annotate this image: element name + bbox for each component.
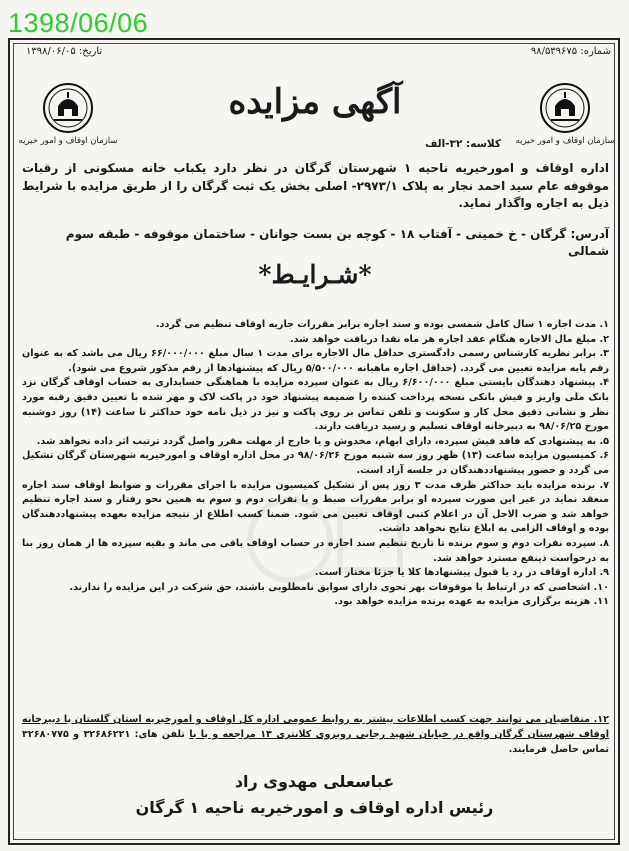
signer-name: عباسعلی مهدوی راد	[234, 772, 395, 791]
letter-number: شماره: ۹۸/۵۳۹۶۷۵	[530, 46, 611, 57]
dome-emblem-icon	[42, 82, 94, 134]
condition-item: ۹. اداره اوقاف در رد یا قبول پیشنهادها کلا یا جزئا مختار است.	[314, 567, 609, 579]
conditions-heading: *شـرایـط*	[258, 260, 372, 289]
condition-item: ۷. برنده مزایده باید حداکثر ظرف مدت ۳ روز پس از تشکیل کمیسیون مزایده با اجرای مقررات و ضوابط اوقاف سند اجاره منعقد نماید در غیر این صورت سپرده او برابر مقررات ضبط و با نفرات دوم و سوم به همین نحو رفتار و سند اجاره تنظیم خواهد شد و ضرب الاجل آن در اعلام کتبی اوقاف تعیین می شود. ضمنا کسب اطلاع از نتیجه مزایده بعهده پیشنهاددهندگان بوده و اوقاف الزامی به ابلاغ نتایج نخواهد داشت.	[22, 479, 610, 535]
contact-info-text: ۱۲. متقاضیان می توانند جهت کسب اطلاعات بیشتر به روابط عمومی اداره کل اوقاف و امورخیریه استان گلستان یا دبیرخانه اوقاف شهرستان گرگان واقع در خیابان شهید رجایی روبروی کلانتری ۱۳ مراجعه و یا با	[22, 714, 609, 740]
condition-item: ۴. پیشنهاد دهندگان بایستی مبلغ ۶/۶۰۰/۰۰۰ ریال به عنوان سپرده مزایده با هماهنگی حسابداری به حساب اوقاف گرگان نزد بانک ملی واریز و فیش بانکی نسخه پرداخت کننده را ضمیمه پیشنهاد خود در پاکت لاک و مهر شده با تعیین دقیق رقبه مورد نظر و نشانی دقیق محل کار و سکونت و تلفن تماس بر روی پاکت و نیز در ذیل نامه خود حداکثر تا ساعت (۱۴) روز دوشنبه مورخ ۹۸/۰۶/۲۵ به دبیرخانه اوقاف تسلیم و رسید دریافت دارند.	[22, 377, 609, 433]
page-title: آگهی مزایده	[228, 82, 402, 122]
logo-caption-right: سازمان اوقاف و امور خیریه	[515, 136, 615, 146]
intro-paragraph: اداره اوقاف و امورخیریه ناحیه ۱ شهرستان گرگان در نظر دارد یکباب خانه مسکونی از رقبات موقوفه عام سید احمد نجار به پلاک ۲۹۷۳/۱- اصلی بخش یک ثبت گرگان را از طریق مزایده با شرایط ذیل به اجاره واگذار نماید.	[22, 161, 609, 210]
class-number: کلاسه: ۳۲-الف	[425, 138, 501, 150]
awqaf-logo-left	[18, 82, 118, 152]
condition-item: ۸. سپرده نفرات دوم و سوم برنده تا تاریخ تنظیم سند اجاره در حساب اوقاف باقی می ماند و بقیه سپرده ها از همان روز بنا به درخواست ذینفع مسترد خواهد شد.	[22, 537, 609, 564]
condition-item: ۱۱. هزینه برگزاری مزایده به عهده برنده مزایده خواهد بود.	[334, 596, 609, 608]
condition-item: ۶. کمیسیون مزایده ساعت (۱۳) ظهر روز سه شنبه مورخ ۹۸/۰۶/۲۶ در محل اداره اوقاف و امورخیریه شهرستان گرگان تشکیل می گردد و حضور پیشنهاددهندگان در جلسه آزاد است.	[22, 450, 610, 476]
condition-item: ۱۰. اشخاصی که در ارتباط با موقوفات بهر نحوی دارای سوابق نامطلوبی باشند، حق شرکت در این مزایده را ندارند.	[69, 581, 609, 593]
contact-phones: تلفن های: ۳۲۶۸۶۲۲۱ و ۳۲۶۸۰۷۷۵ تماس حاصل فرمایند.	[22, 729, 609, 755]
awqaf-logo-right	[515, 82, 615, 152]
condition-item: ۳. برابر نظریه کارشناس رسمی دادگستری حداقل مال الاجاره برای مدت ۱ سال مبلغ ۶۶/۰۰۰/۰۰۰ ریال می باشد که به عنوان رقم پایه مزایده تعیین می گردد. (حداقل اجاره ماهیانه ۵/۵۰۰/۰۰۰ ریال که پیشنهادها از رقم مذکور شروع می شود).	[22, 348, 609, 374]
signer-title: رئیس اداره اوقاف و امورخیریه ناحیه ۱ گرگان	[135, 798, 494, 817]
condition-item: ۵. به پیشنهادی که فاقد فیش سپرده، دارای ابهام، مخدوش و یا خارج از مهلت مقرر واصل گردد ترتیب اثر داده نخواهد شد.	[36, 435, 609, 447]
logo-caption-left: سازمان اوقاف و امور خیریه	[18, 136, 118, 146]
property-address: آدرس: گرگان - خ خمینی - آفتاب ۱۸ - کوچه بن بست جوانان - ساختمان موقوفه - طبقه سوم شمالی	[65, 227, 609, 258]
letter-date: تاریخ: ۱۳۹۸/۰۶/۰۵	[26, 46, 103, 57]
date-stamp: 1398/06/06	[8, 8, 149, 38]
condition-item: ۱. مدت اجاره ۱ سال کامل شمسی بوده و سند اجاره برابر مقررات جاریه اوقاف تنظیم می گردد.	[155, 319, 609, 330]
dome-emblem-icon	[539, 82, 591, 134]
contact-info	[22, 712, 609, 757]
conditions-list	[22, 318, 609, 610]
condition-item: ۲. مبلغ مال الاجاره هنگام عقد اجاره هر ماه نقدا دریافت خواهد شد.	[290, 333, 609, 345]
